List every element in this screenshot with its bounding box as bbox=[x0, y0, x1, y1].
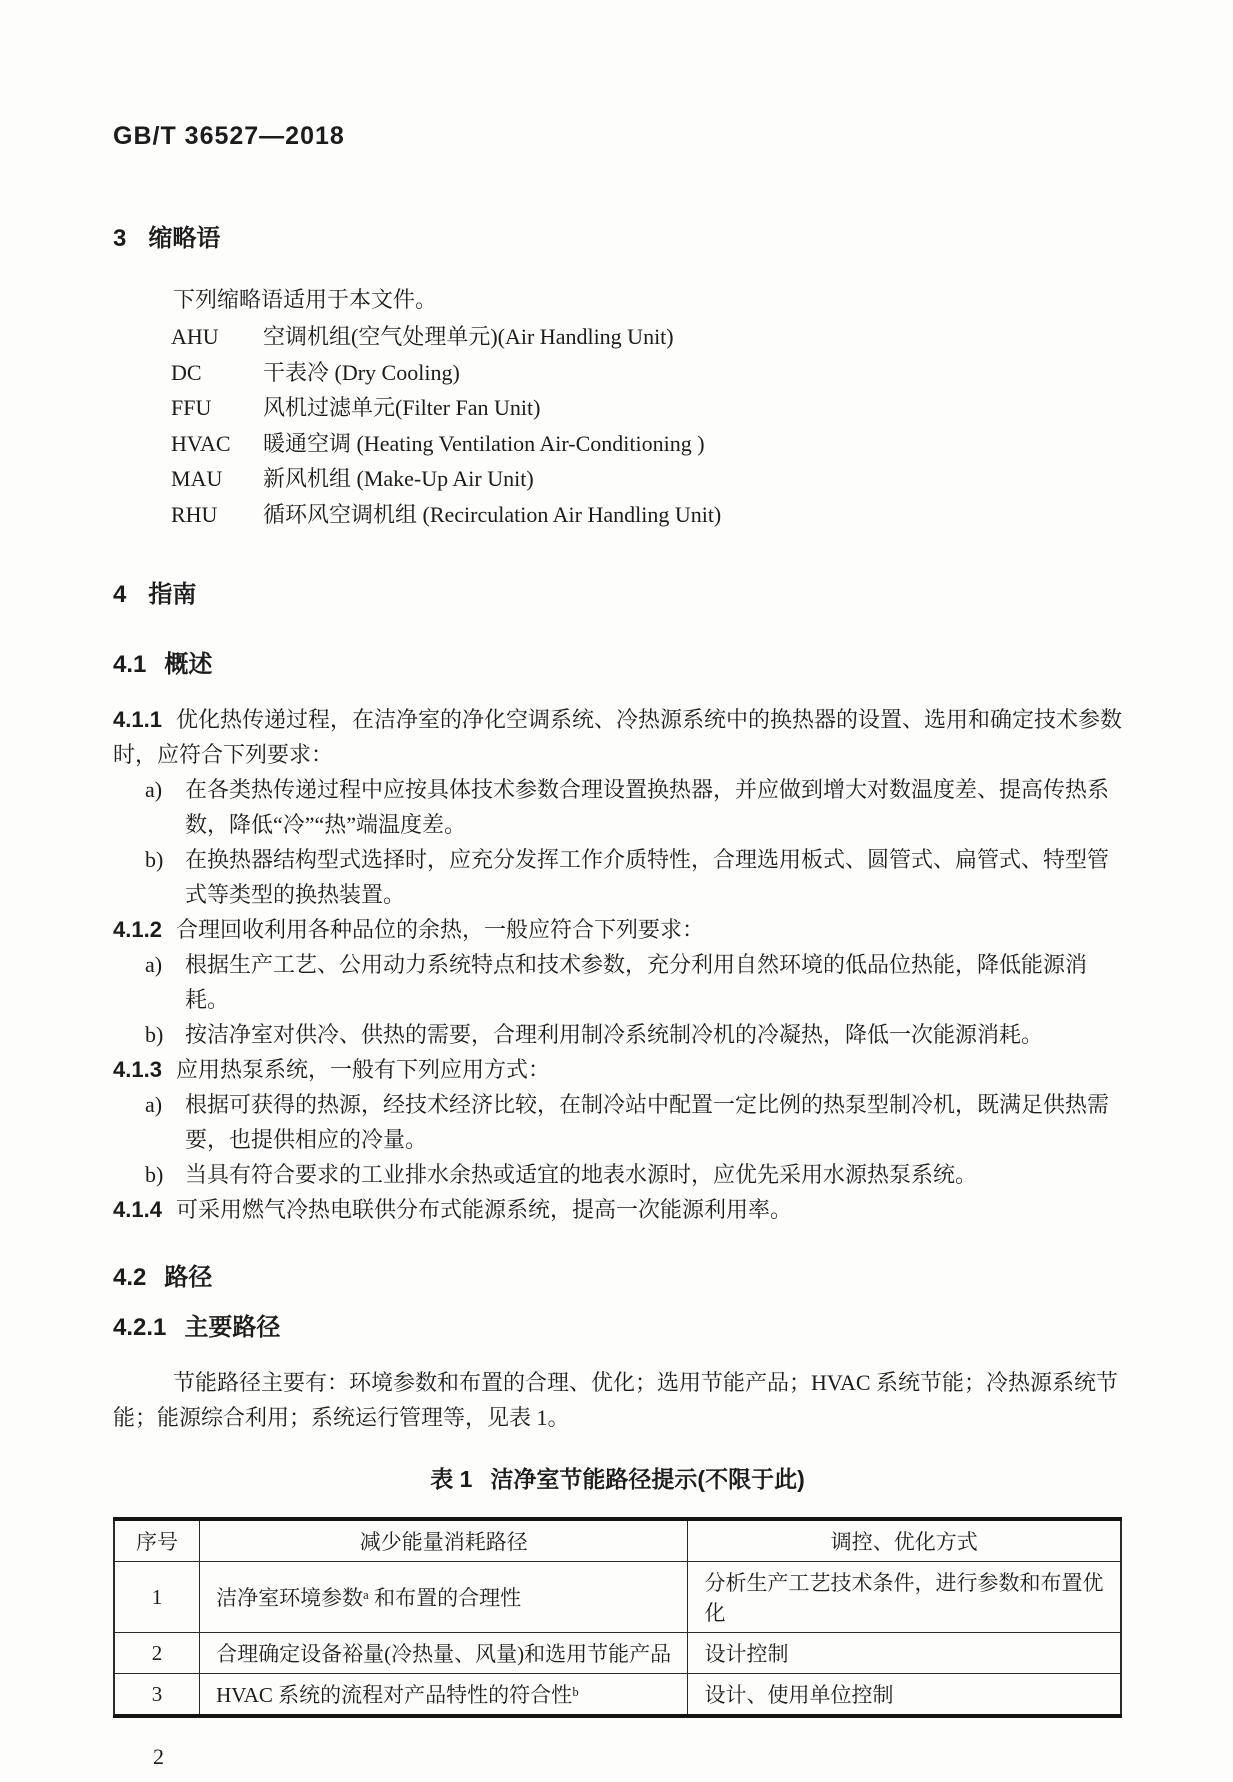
table-cell-index: 1 bbox=[114, 1562, 200, 1633]
abbreviation-definition: 暖通空调 (Heating Ventilation Air-Conditioning ) bbox=[263, 430, 705, 456]
table-cell-method: 设计、使用单位控制 bbox=[688, 1674, 1121, 1717]
table-header-row bbox=[114, 1519, 1121, 1562]
list-item-a bbox=[113, 1087, 1122, 1157]
table-cell-index: 2 bbox=[114, 1633, 200, 1674]
table-row bbox=[114, 1674, 1121, 1717]
item-text: 当具有符合要求的工业排水余热或适宜的地表水源时，应优先采用水源热泵系统。 bbox=[185, 1162, 978, 1187]
section-4-heading bbox=[113, 580, 1122, 610]
section-4-1-heading bbox=[113, 650, 1122, 680]
paragraph-4-2-1: 节能路径主要有：环境参数和布置的合理、优化；选用节能产品；HVAC 系统节能；冷热源系统节能；能源综合利用；系统运行管理等，见表 1。 bbox=[113, 1370, 1119, 1430]
section-4-1-number: 4.1 bbox=[113, 651, 147, 678]
abbreviation-definition: 新风机组 (Make-Up Air Unit) bbox=[263, 466, 534, 491]
item-label: b) bbox=[145, 1022, 164, 1047]
table-cell-path: 洁净室环境参数ᵃ 和布置的合理性 bbox=[200, 1562, 688, 1633]
table-header-index: 序号 bbox=[114, 1519, 200, 1562]
abbreviation-item bbox=[113, 319, 1122, 355]
abbreviation-key: MAU bbox=[171, 466, 223, 491]
clause-number: 4.1.3 bbox=[113, 1057, 162, 1082]
item-text: 按洁净室对供冷、供热的需要，合理利用制冷系统制冷机的冷凝热，降低一次能源消耗。 bbox=[185, 1022, 1044, 1047]
section-3-number: 3 bbox=[113, 225, 127, 252]
section-4-2-number: 4.2 bbox=[113, 1264, 147, 1291]
clause-text: 优化热传递过程，在洁净室的净化空调系统、冷热源系统中的换热器的设置、选用和确定技术参数时，应符合下列要求： bbox=[113, 707, 1122, 767]
clause-text: 应用热泵系统，一般有下列应用方式： bbox=[175, 1057, 550, 1082]
section-4-2-1-title: 主要路径 bbox=[184, 1314, 281, 1341]
item-label: b) bbox=[145, 1162, 164, 1187]
table-header-path: 减少能量消耗路径 bbox=[200, 1519, 688, 1562]
list-item-b bbox=[113, 1157, 1122, 1192]
abbreviation-definition: 干表冷 (Dry Cooling) bbox=[263, 359, 460, 385]
table-1-caption-title: 洁净室节能路径提示(不限于此) bbox=[490, 1466, 805, 1492]
abbreviation-key: AHU bbox=[171, 324, 219, 349]
abbreviation-item bbox=[113, 355, 1122, 391]
table-cell-path: HVAC 系统的流程对产品特性的符合性ᵇ bbox=[200, 1674, 688, 1717]
list-item-a bbox=[113, 772, 1122, 842]
section-4-2-1-heading bbox=[113, 1313, 1122, 1343]
clause-4-1-4 bbox=[113, 1192, 1122, 1227]
table-1-caption bbox=[113, 1465, 1122, 1493]
table-cell-method: 设计控制 bbox=[688, 1633, 1121, 1674]
table-cell-index: 3 bbox=[114, 1674, 200, 1717]
abbreviations-intro: 下列缩略语适用于本文件。 bbox=[173, 287, 438, 312]
item-text: 根据生产工艺、公用动力系统特点和技术参数，充分利用自然环境的低品位热能，降低能源消耗。 bbox=[185, 952, 1088, 1012]
item-text: 在换热器结构型式选择时，应充分发挥工作介质特性，合理选用板式、圆管式、扁管式、特型管式等类型的换热装置。 bbox=[185, 847, 1110, 907]
abbreviation-item bbox=[113, 426, 1122, 462]
standard-number: GB/T 36527—2018 bbox=[113, 122, 345, 150]
item-label: a) bbox=[145, 952, 163, 977]
page-number: 2 bbox=[153, 1744, 164, 1769]
abbreviation-item bbox=[113, 497, 1122, 533]
table-1 bbox=[113, 1517, 1122, 1718]
clause-text: 合理回收利用各种品位的余热，一般应符合下列要求： bbox=[175, 917, 704, 942]
clause-4-1-3 bbox=[113, 1052, 1122, 1087]
item-text: 根据可获得的热源，经技术经济比较，在制冷站中配置一定比例的热泵型制冷机，既满足供热需要，也提供相应的冷量。 bbox=[185, 1092, 1110, 1152]
item-label: a) bbox=[145, 777, 163, 802]
clause-4-1-1 bbox=[113, 702, 1122, 772]
clause-4-1-2 bbox=[113, 912, 1122, 947]
list-item-b bbox=[113, 1017, 1122, 1052]
section-4-1-title: 概述 bbox=[164, 651, 213, 678]
section-4-number: 4 bbox=[113, 581, 127, 608]
table-cell-method: 分析生产工艺技术条件，进行参数和布置优化 bbox=[688, 1562, 1121, 1633]
abbreviation-item bbox=[113, 390, 1122, 426]
abbreviation-definition: 风机过滤单元(Filter Fan Unit) bbox=[263, 395, 541, 420]
abbreviation-definition: 空调机组(空气处理单元)(Air Handling Unit) bbox=[263, 324, 674, 349]
section-4-2-1-number: 4.2.1 bbox=[113, 1314, 167, 1341]
abbreviation-key: HVAC bbox=[171, 430, 231, 456]
table-row bbox=[114, 1562, 1121, 1633]
abbreviation-key: FFU bbox=[171, 395, 212, 420]
abbreviation-key: RHU bbox=[171, 501, 218, 527]
section-4-2-title: 路径 bbox=[164, 1264, 213, 1291]
abbreviation-definition: 循环风空调机组 (Recirculation Air Handling Unit) bbox=[263, 501, 722, 527]
abbreviation-list bbox=[113, 319, 1122, 532]
abbreviation-item bbox=[113, 461, 1122, 497]
item-label: a) bbox=[145, 1092, 163, 1117]
item-text: 在各类热传递过程中应按具体技术参数合理设置换热器，并应做到增大对数温度差、提高传热系数，降低“冷”“热”端温度差。 bbox=[185, 777, 1110, 837]
table-1-caption-label: 表 1 bbox=[430, 1466, 473, 1492]
clause-number: 4.1.4 bbox=[113, 1197, 162, 1222]
clause-text: 可采用燃气冷热电联供分布式能源系统，提高一次能源利用率。 bbox=[175, 1197, 792, 1222]
section-3-heading bbox=[113, 224, 1122, 254]
clause-number: 4.1.2 bbox=[113, 917, 162, 942]
item-label: b) bbox=[145, 847, 164, 872]
section-4-title: 指南 bbox=[148, 581, 197, 608]
list-item-a bbox=[113, 947, 1122, 1017]
section-3-title: 缩略语 bbox=[148, 225, 221, 252]
table-cell-path: 合理确定设备裕量(冷热量、风量)和选用节能产品 bbox=[200, 1633, 688, 1674]
section-4-2-heading bbox=[113, 1263, 1122, 1293]
list-item-b bbox=[113, 842, 1122, 912]
table-header-method: 调控、优化方式 bbox=[688, 1519, 1121, 1562]
table-row bbox=[114, 1633, 1121, 1674]
abbreviation-key: DC bbox=[171, 359, 202, 385]
clause-number: 4.1.1 bbox=[113, 707, 162, 732]
